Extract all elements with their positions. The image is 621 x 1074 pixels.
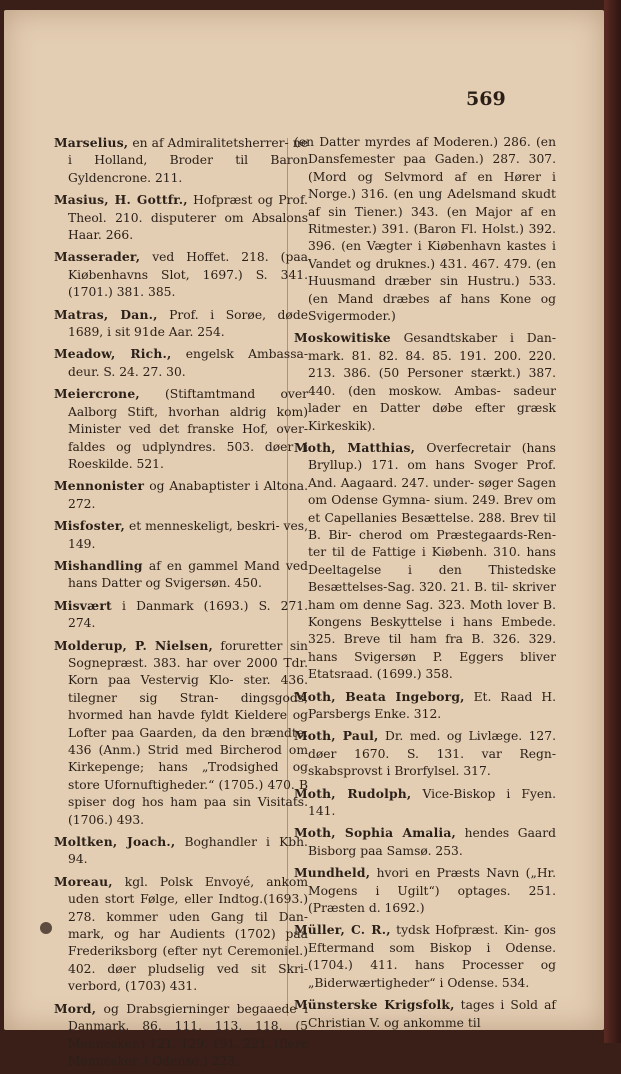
entry-head: Meadow, Rich., [54,346,172,362]
index-entry [54,345,308,381]
index-entry [54,557,308,593]
entry-text: Gesandtskaber i Dan- mark. 81. 82. 84. 85. 191. 200. 220. 213. 386. (50 Personer stærkt.) 387. 440. (den moskow. Ambas- sadeur lader en Datter døbe efter græsk Kirkeskik). [308,331,556,433]
entry-text: Vice-Biskop i Fyen. 141. [308,786,556,819]
index-entry [294,785,556,821]
entry-text: og Drabsgierninger begaaede i Danmark. 86. 111. 113. 118. (5 Mennesker.) 121. 129. 191. 221. (flere Mennesker, i Odense.) 223. [68,1001,308,1068]
ink-spot [40,922,52,934]
entry-text: en af Admiralitetsherrer- ne i Holland, Broder til Baron Gyldencrone. 211. [68,136,308,185]
entry-head: Mundheld, [294,865,371,881]
index-entry-continued [294,134,556,325]
entry-head: Mennonister [54,478,145,494]
entry-head: Marselius, [54,135,129,150]
entry-text: Hofpræst og Prof. Theol. 210. disputerer om Absalons Haar. 266. [68,193,308,243]
page-number: 569 [466,88,506,110]
book-spine [604,0,621,1043]
index-entry [294,727,556,780]
entry-head: Moltken, Joach., [54,834,176,850]
book-page [4,10,604,1068]
entry-head: Moreau, [54,873,113,889]
index-entry [294,864,556,917]
index-entry [54,477,308,513]
entry-text: Prof. i Sorøe, døde 1689, i sit 91de Aar. 254. [68,307,308,340]
index-entry [54,248,308,301]
entry-text: Overfecretair (hans Bryllup.) 171. om hans Svoger Prof. And. Aagaard. 247. under- søger Sagen om Odense Gymna- sium. 249. Brev om et Capellanies Besættelse. 288. Brev til B. Bir- cherod om Præstegaards-Ren- ter til de Fattige i Kiøbenh. 310. hans Deeltagelse i den Thistedske Besættelses-Sag. 320. 21. B. til- skriver ham om denne Sag. 323. Moth lover B. Kongens Beskyttelse i hans Embede. 325. Breve til ham fra B. 326. 329. hans Svigersøn P. Eggers bliver Etatsraad. (1699.) 358. [308,440,556,682]
entry-head: Masserader, [54,249,141,265]
entry-text: Et. Raad H. Parsbergs Enke. 312. [308,689,556,721]
entry-text: hendes Gaard Bisborg paa Samsø. 253. [308,826,556,858]
index-entry [54,191,308,244]
entry-head: Meiercrone, [54,386,140,402]
entry-text: engelsk Ambassa- deur. S. 24. 27. 30. [68,347,308,379]
entry-text: af en gammel Mand ved hans Datter og Svigersøn. 450. [68,558,308,591]
entry-head: Molderup, P. Nielsen, [54,637,213,653]
entry-text: ved Hoffet. 218. (paa Kiøbenhavns Slot, 1697.) S. 341. (1701.) 381. 385. [68,250,308,300]
entry-head: Moth, Matthias, [294,439,416,455]
entry-text: (Stiftamtmand over Aalborg Stift, hvorhan aldrig kom) Minister ved det franske Hof, over- faldes og udplyndres. 503. døer i Roeskilde. 521. [68,387,308,471]
entry-head: Masius, H. Gottfr., [54,192,188,208]
index-entry [54,134,308,187]
entry-head: Moskowitiske [294,330,391,346]
entry-text: hvori en Præsts Navn („Hr. Mogens i Ugilt“) optages. 251. (Præsten d. 1692.) [308,866,556,916]
entry-head: Moth, Paul, [294,728,379,744]
index-entry [294,921,556,992]
index-entry [54,385,308,473]
right-column [294,134,556,1036]
index-entry [294,329,556,434]
entry-text: tages i Sold af Christian V. og ankomme til [308,998,556,1030]
index-entry [294,824,556,860]
entry-text: (en Datter myrdes af Moderen.) 286. (en Dansfemester paa Gaden.) 287. 307. (Mord og Selvmord af en Hører i Norge.) 316. (en ung Adelsmand skudt af sin Tiener.) 343. (en Major af en Ritmester.) 391. (Baron Fl. Holst.) 392. 396. (en Vægter i Kiøbenhavn kastes i Vandet og druknes.) 431. 467. 479. (en Huusmand dræber sin Hustru.) 533. (en Mand dræbes af hans Kone og Svigermoder.) [294,135,556,324]
index-entry [54,833,308,869]
index-entry [294,688,556,724]
entry-head: Mishandling [54,557,143,573]
entry-head: Mord, [54,1000,97,1016]
entry-text: kgl. Polsk Envoyé, ankom uden stort Følge, eller Indtog.(1693.) 278. kommer uden Gang til Dan- mark, og har Audients (1702) paa Frederiksborg (efter nyt Ceremoniel.) 402. døer pludselig ved sit Skri- verbord, (1703) 431. [68,874,308,994]
entry-text: Dr. med. og Livlæge. 127. døer 1670. S. 131. var Regn- skabsprovst i Brorfylsel. 317. [308,729,556,779]
index-entry [54,637,308,829]
entry-head: Moth, Sophia Amalia, [294,825,456,841]
index-entry [54,597,308,633]
entry-text: et menneskeligt, beskri- ves, 149. [68,519,308,551]
entry-head: Münsterske Krigsfolk, [294,997,455,1013]
entry-head: Moth, Beata Ingeborg, [294,688,465,704]
entry-text: tydsk Hofpræst. Kin- gos Eftermand som Biskop i Odense. (1704.) 411. hans Processer og „Biderwærtigheder“ i Odense. 534. [308,923,556,990]
index-entry [294,439,556,684]
entry-head: Müller, C. R., [294,922,391,938]
entry-text: foruretter sin Sognepræst. 383. har over 2000 Tdr. Korn paa Vestervig Klo- ster. 436. tilegner sig Stran- dingsgods, hvormed han havde fyldt Kieldere og Lofter paa Gaarden, da den brændte. 436 (Anm.) Strid med Bircherod om Kirkepenge; hans „Trodsighed og store Ufornuftigheder.“ (1705.) 470. B spiser dog hos ham paa sin Visitats. (1706.) 493. [68,638,308,827]
index-entry [54,517,308,553]
entry-text: Boghandler i Kbh. 94. [68,835,308,867]
entry-head: Misfoster, [54,518,125,534]
entry-head: Matras, Dan., [54,306,158,322]
entry-text: i Danmark (1693.) S. 271. 274. [68,598,308,631]
index-entry [54,306,308,342]
index-entry [294,996,556,1032]
entry-head: Misvært [54,597,112,613]
index-entry [54,1000,308,1071]
left-column [54,134,308,1074]
index-entry [54,873,308,996]
entry-text: og Anabaptister i Altona. 272. [68,479,308,511]
entry-head: Moth, Rudolph, [294,785,412,801]
